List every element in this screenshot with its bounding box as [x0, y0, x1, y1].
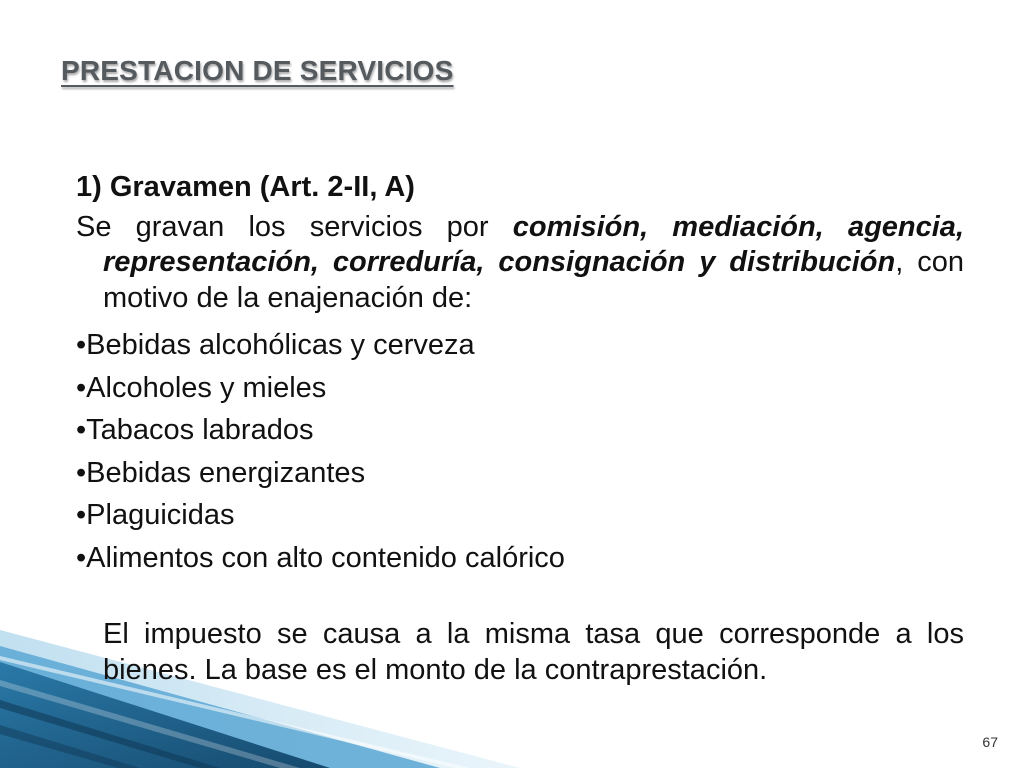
list-item: •Tabacos labrados [76, 414, 314, 446]
product-bullet-list [76, 324, 964, 579]
list-item: •Bebidas energizantes [76, 456, 366, 489]
closing-paragraph: El impuesto se causa a la misma tasa que corresponde a los bienes. La base es el monto de la contraprestación. [103, 618, 964, 686]
list-item: •Bebidas alcohólicas y cerveza [76, 329, 475, 361]
intro-plain-text: Se gravan los servicios por [76, 210, 513, 243]
list-item: •Alcoholes y mieles [76, 371, 327, 404]
section-heading: 1) Gravamen (Art. 2-II, A) [76, 171, 415, 203]
intro-emphasis-text: comisión, mediación, agencia, representación, correduría, consignación y distribución [103, 210, 964, 278]
list-item: •Alimentos con alto contenido calórico [76, 541, 565, 574]
page-number: 67 [982, 734, 998, 750]
slide-title: PRESTACION DE SERVICIOS [61, 55, 454, 86]
intro-tail-text: , con motivo de la enajenación de: [103, 246, 964, 314]
list-item: •Plaguicidas [76, 499, 235, 531]
intro-paragraph [76, 210, 964, 317]
